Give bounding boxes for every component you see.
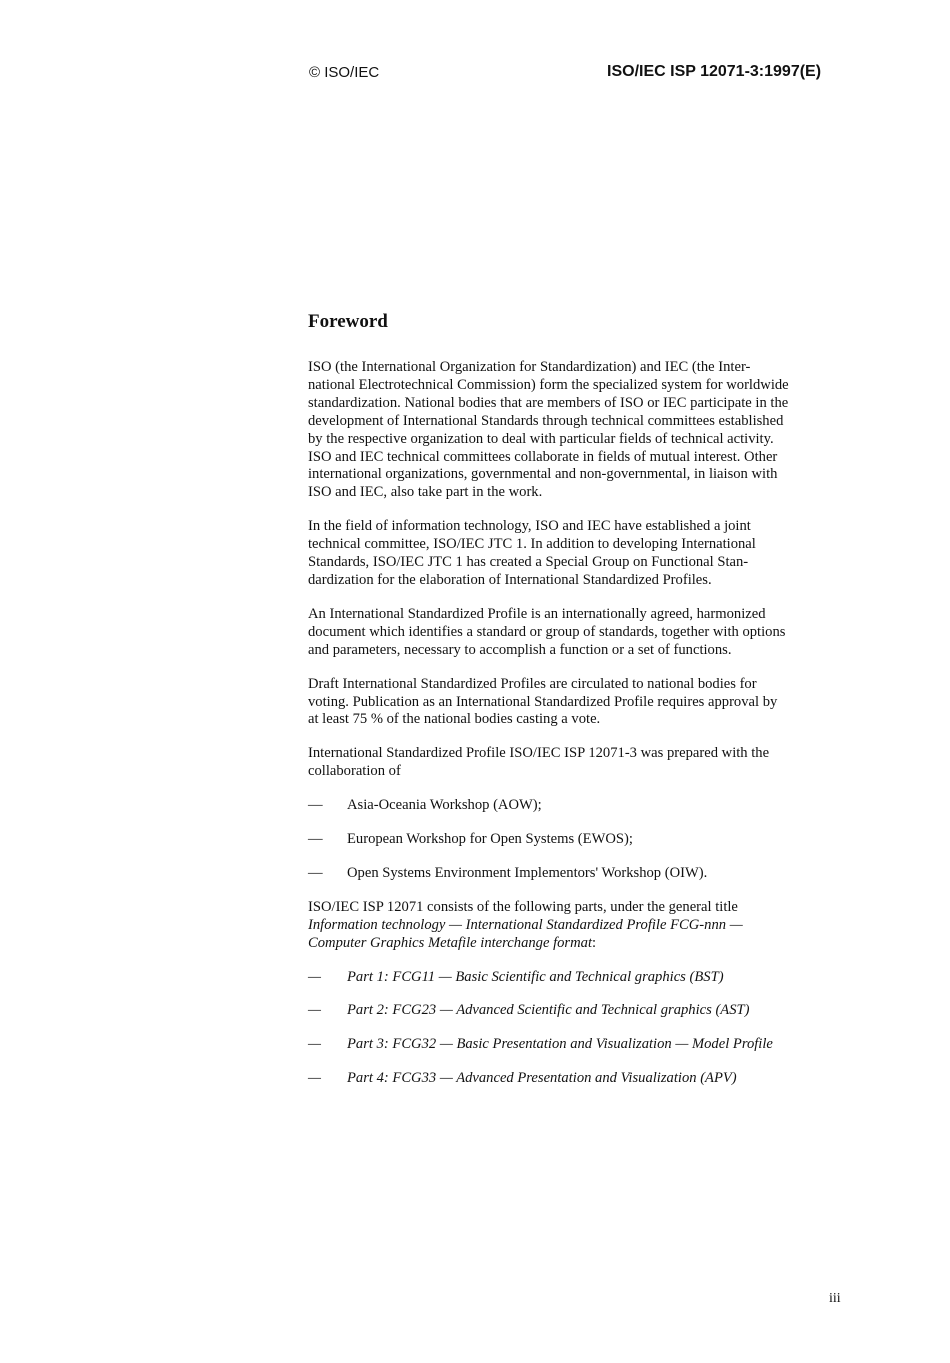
part-label: Part 4: FCG33 — Advanced Presentation and Visualization (APV) (347, 1070, 737, 1087)
foreword-body (308, 359, 853, 1104)
parts-intro-text: ISO/IEC ISP 12071 consists of the following parts, under the general title (308, 898, 738, 915)
part-label: Part 2: FCG23 — Advanced Scientific and Technical graphics (AST) (347, 1002, 750, 1019)
dash-bullet: — (308, 797, 323, 814)
dash-bullet: — (308, 864, 323, 881)
workshop-list-item (308, 831, 853, 849)
part-list-item (308, 969, 853, 987)
part-list-item (308, 1002, 853, 1020)
workshop-label: Open Systems Environment Implementors' Workshop (OIW). (347, 864, 708, 881)
dash-bullet: — (308, 1070, 321, 1087)
dash-bullet: — (308, 831, 323, 848)
header-copyright: © ISO/IEC (309, 64, 380, 81)
part-list-item (308, 1070, 853, 1088)
dash-bullet: — (308, 968, 321, 985)
dash-bullet: — (308, 1036, 321, 1053)
parts-general-title: Information technology — International Standardized Profile FCG-nnn — Computer Graphics Metafile interchange format (308, 916, 743, 951)
page-title: Foreword (308, 311, 388, 332)
workshop-list-item (308, 797, 853, 815)
dash-bullet: — (308, 1002, 321, 1019)
workshop-label: European Workshop for Open Systems (EWOS); (347, 831, 633, 848)
paragraph-isp-definition: An International Standardized Profile is an internationally agreed, harmonized document which identifies a standard or group of standards, together with options and parameters, necessary to accomplish a function or a set of functions. (308, 605, 786, 658)
paragraph-organizations: ISO (the International Organization for Standardization) and IEC (the Inter- national Electrotechnical Commission) form the specialized system for worldwide standardization. National bodies that are members of ISO or IEC participate in the development of International Standards through technical committees established by the respective organization to deal with particular fields of technical activity. ISO and IEC technical committees collaborate in fields of mutual interest. Other international organizations, governmental and non-governmental, in liaison with ISO and IEC, also take part in the work. (308, 359, 789, 501)
part-label: Part 1: FCG11 — Basic Scientific and Technical graphics (BST) (347, 968, 724, 985)
page-number: iii (829, 1291, 841, 1306)
header-document-id: ISO/IEC ISP 12071-3:1997(E) (607, 63, 822, 80)
paragraph-collaboration: International Standardized Profile ISO/IEC ISP 12071-3 was prepared with the collaboration of (308, 745, 770, 780)
workshop-list-item (308, 865, 853, 883)
workshop-label: Asia-Oceania Workshop (AOW); (347, 797, 542, 814)
paragraph-approval: Draft International Standardized Profiles are circulated to national bodies for voting. Publication as an International Standardized Profile requires approval by at least 75 % of the national bodies casting a vote. (308, 675, 778, 728)
paragraph-parts-intro (308, 899, 853, 953)
parts-title-colon: : (592, 934, 597, 951)
paragraph-jtc1: In the field of information technology, ISO and IEC have established a joint technical committee, ISO/IEC JTC 1. In addition to developing International Standards, ISO/IEC JTC 1 has created a Special Group on Functional Stan- dardization for the elaboration of International Standardized Profiles. (308, 518, 756, 588)
part-list-item (308, 1036, 853, 1054)
part-label: Part 3: FCG32 — Basic Presentation and Visualization — Model Profile (347, 1036, 773, 1053)
